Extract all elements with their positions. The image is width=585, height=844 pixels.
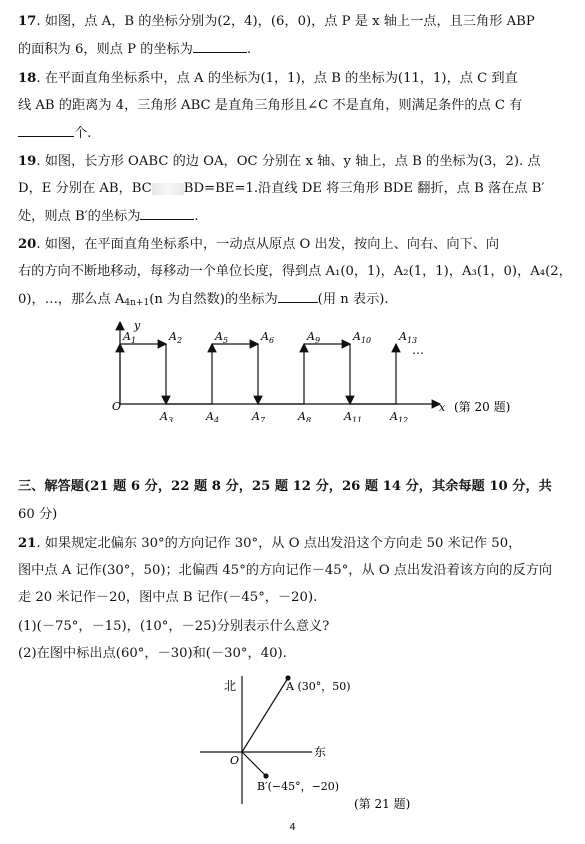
q19-line-2 <box>18 180 544 198</box>
q21-sub-1 <box>18 618 329 636</box>
q21-text-a: . 如果规定北偏东 30°的方向记作 30°，从 O 点出发沿这个方向走 50 米记作 50， <box>36 536 522 551</box>
q17-line-2 <box>18 40 251 59</box>
movement-path <box>120 344 396 404</box>
ray-oa <box>242 678 288 752</box>
point-label-a9: $A_9$ <box>307 330 321 345</box>
figure-20 <box>100 318 520 422</box>
point-label-a4: $A_4$ <box>206 410 220 422</box>
point-label-a3: $A_3$ <box>160 410 174 422</box>
section3-line-1 <box>18 478 552 496</box>
q18-text-b: 线 AB 的距离为 4，三角形 ABC 是直角三角形且∠C 不是直角，则满足条件的点 C 有 <box>18 98 523 113</box>
q19-text-b1: D，E 分别在 AB，BC <box>18 181 152 196</box>
fig21-origin-label: O <box>230 754 240 767</box>
point-label-a6: $A_6$ <box>261 330 275 345</box>
q21-sub1-text: (1)(－75°，－15)，(10°，－25)分别表示什么意义? <box>18 619 330 634</box>
q21-number: 21 <box>18 536 37 551</box>
q21-sub2-text: (2)在图中标出点(60°，－30)和(－30°，40). <box>18 646 287 661</box>
figure-20-caption: (第 20 题) <box>454 400 511 414</box>
ray-ob <box>242 752 266 776</box>
q21-sub-2 <box>18 645 287 663</box>
q21-line-2 <box>18 562 552 580</box>
q17-text-a: . 如图，点 A，B 的坐标分别为(2，4)，(6，0)，点 P 是 x 轴上一点，且三角形 ABP <box>36 14 535 29</box>
q20-line-3 <box>18 290 389 312</box>
figure-21 <box>190 668 450 814</box>
q21-line-1 <box>18 535 521 553</box>
q19-answer-blank[interactable] <box>140 207 194 220</box>
point-label-a1: $A_1$ <box>123 330 137 345</box>
section3-heading: 三、解答题(21 题 6 分，22 题 8 分，25 题 12 分，26 题 14 分，其余每题 10 分，共 <box>18 479 552 494</box>
q17-answer-blank[interactable] <box>193 40 247 53</box>
point-label-a11: $A_{11}$ <box>344 410 363 422</box>
point-label-a7: $A_7$ <box>252 410 266 422</box>
point-b-dot <box>263 773 268 778</box>
q20-text-a: . 如图，在平面直角坐标系中，一动点从原点 O 出发，按向上、向右、向下、向 <box>36 237 500 252</box>
q20-answer-blank[interactable] <box>278 290 318 303</box>
figure-21-caption: (第 21 题) <box>354 797 411 811</box>
q21-text-b: 图中点 A 记作(30°，50)；北偏西 45°的方向记作－45°，从 O 点出发沿着该方向的反方向 <box>18 563 553 578</box>
q19-text-a: . 如图，长方形 OABC 的边 OA，OC 分别在 x 轴、y 轴上，点 B 的坐标为(3，2). 点 <box>36 154 541 169</box>
y-axis-label: y <box>134 319 141 332</box>
q19-line-1 <box>18 153 541 171</box>
q20-line-2 <box>18 263 572 281</box>
point-a-label: A (30°，50) <box>286 680 351 693</box>
q20-subscript: 4n+1 <box>124 298 150 308</box>
point-label-a10: $A_{10}$ <box>353 330 372 345</box>
q20-text-c2: (n 为自然数)的坐标为 <box>149 292 278 307</box>
q20-number: 20 <box>18 237 37 252</box>
q21-line-3 <box>18 589 317 607</box>
q18-answer-blank[interactable] <box>18 124 74 137</box>
q19-period: . <box>194 209 199 224</box>
q17-line-1 <box>18 13 535 31</box>
q20-text-b: 右的方向不断地移动，每移动一个单位长度，得到点 A₁(0，1)，A₂(1，1)，A₃(1，0)，A₄(2， <box>18 264 572 279</box>
q17-number: 17 <box>18 14 37 29</box>
q19-number: 19 <box>18 154 37 169</box>
section3-line-2 <box>18 506 57 524</box>
q18-line-3 <box>18 124 91 143</box>
q21-text-c: 走 20 米记作－20，图中点 B 记作(－45°，－20). <box>18 590 318 605</box>
point-label-a2: $A_2$ <box>169 330 183 345</box>
q18-line-2 <box>18 97 522 115</box>
q17-text-b: 的面积为 6，则点 P 的坐标为 <box>18 42 193 57</box>
east-label: 东 <box>314 745 327 759</box>
section3-total: 60 分) <box>18 507 58 522</box>
north-label: 北 <box>224 679 237 693</box>
q20-text-c1: 0)，…，那么点 A <box>18 292 125 307</box>
ellipsis: … <box>412 343 424 357</box>
point-label-a12: $A_{12}$ <box>390 410 409 422</box>
page-number: 4 <box>289 822 296 833</box>
x-axis-label: x <box>439 401 446 414</box>
point-label-a5: $A_5$ <box>215 330 229 345</box>
q20-line-1 <box>18 236 499 254</box>
point-label-a8: $A_8$ <box>298 410 312 422</box>
q17-period: . <box>246 42 252 57</box>
smudge <box>152 183 184 195</box>
q19-text-b2: BD=BE=1.沿直线 DE 将三角形 BDE 翻折，点 B 落在点 B′ <box>183 181 545 196</box>
point-label-a13: $A_{13}$ <box>399 330 418 345</box>
q19-text-c: 处，则点 B′的坐标为 <box>18 209 141 224</box>
q18-text-a: . 在平面直角坐标系中，点 A 的坐标为(1，1)，点 B 的坐标为(11，1)，点 C 到直 <box>36 71 518 86</box>
q18-line-1 <box>18 70 518 88</box>
point-b-label: B′(−45°，−20) <box>257 780 340 793</box>
q18-number: 18 <box>18 71 37 86</box>
q20-text-c3: (用 n 表示). <box>317 292 389 307</box>
q18-tail: 个. <box>74 126 92 141</box>
origin-label: O <box>112 400 122 413</box>
q19-line-3 <box>18 207 199 226</box>
